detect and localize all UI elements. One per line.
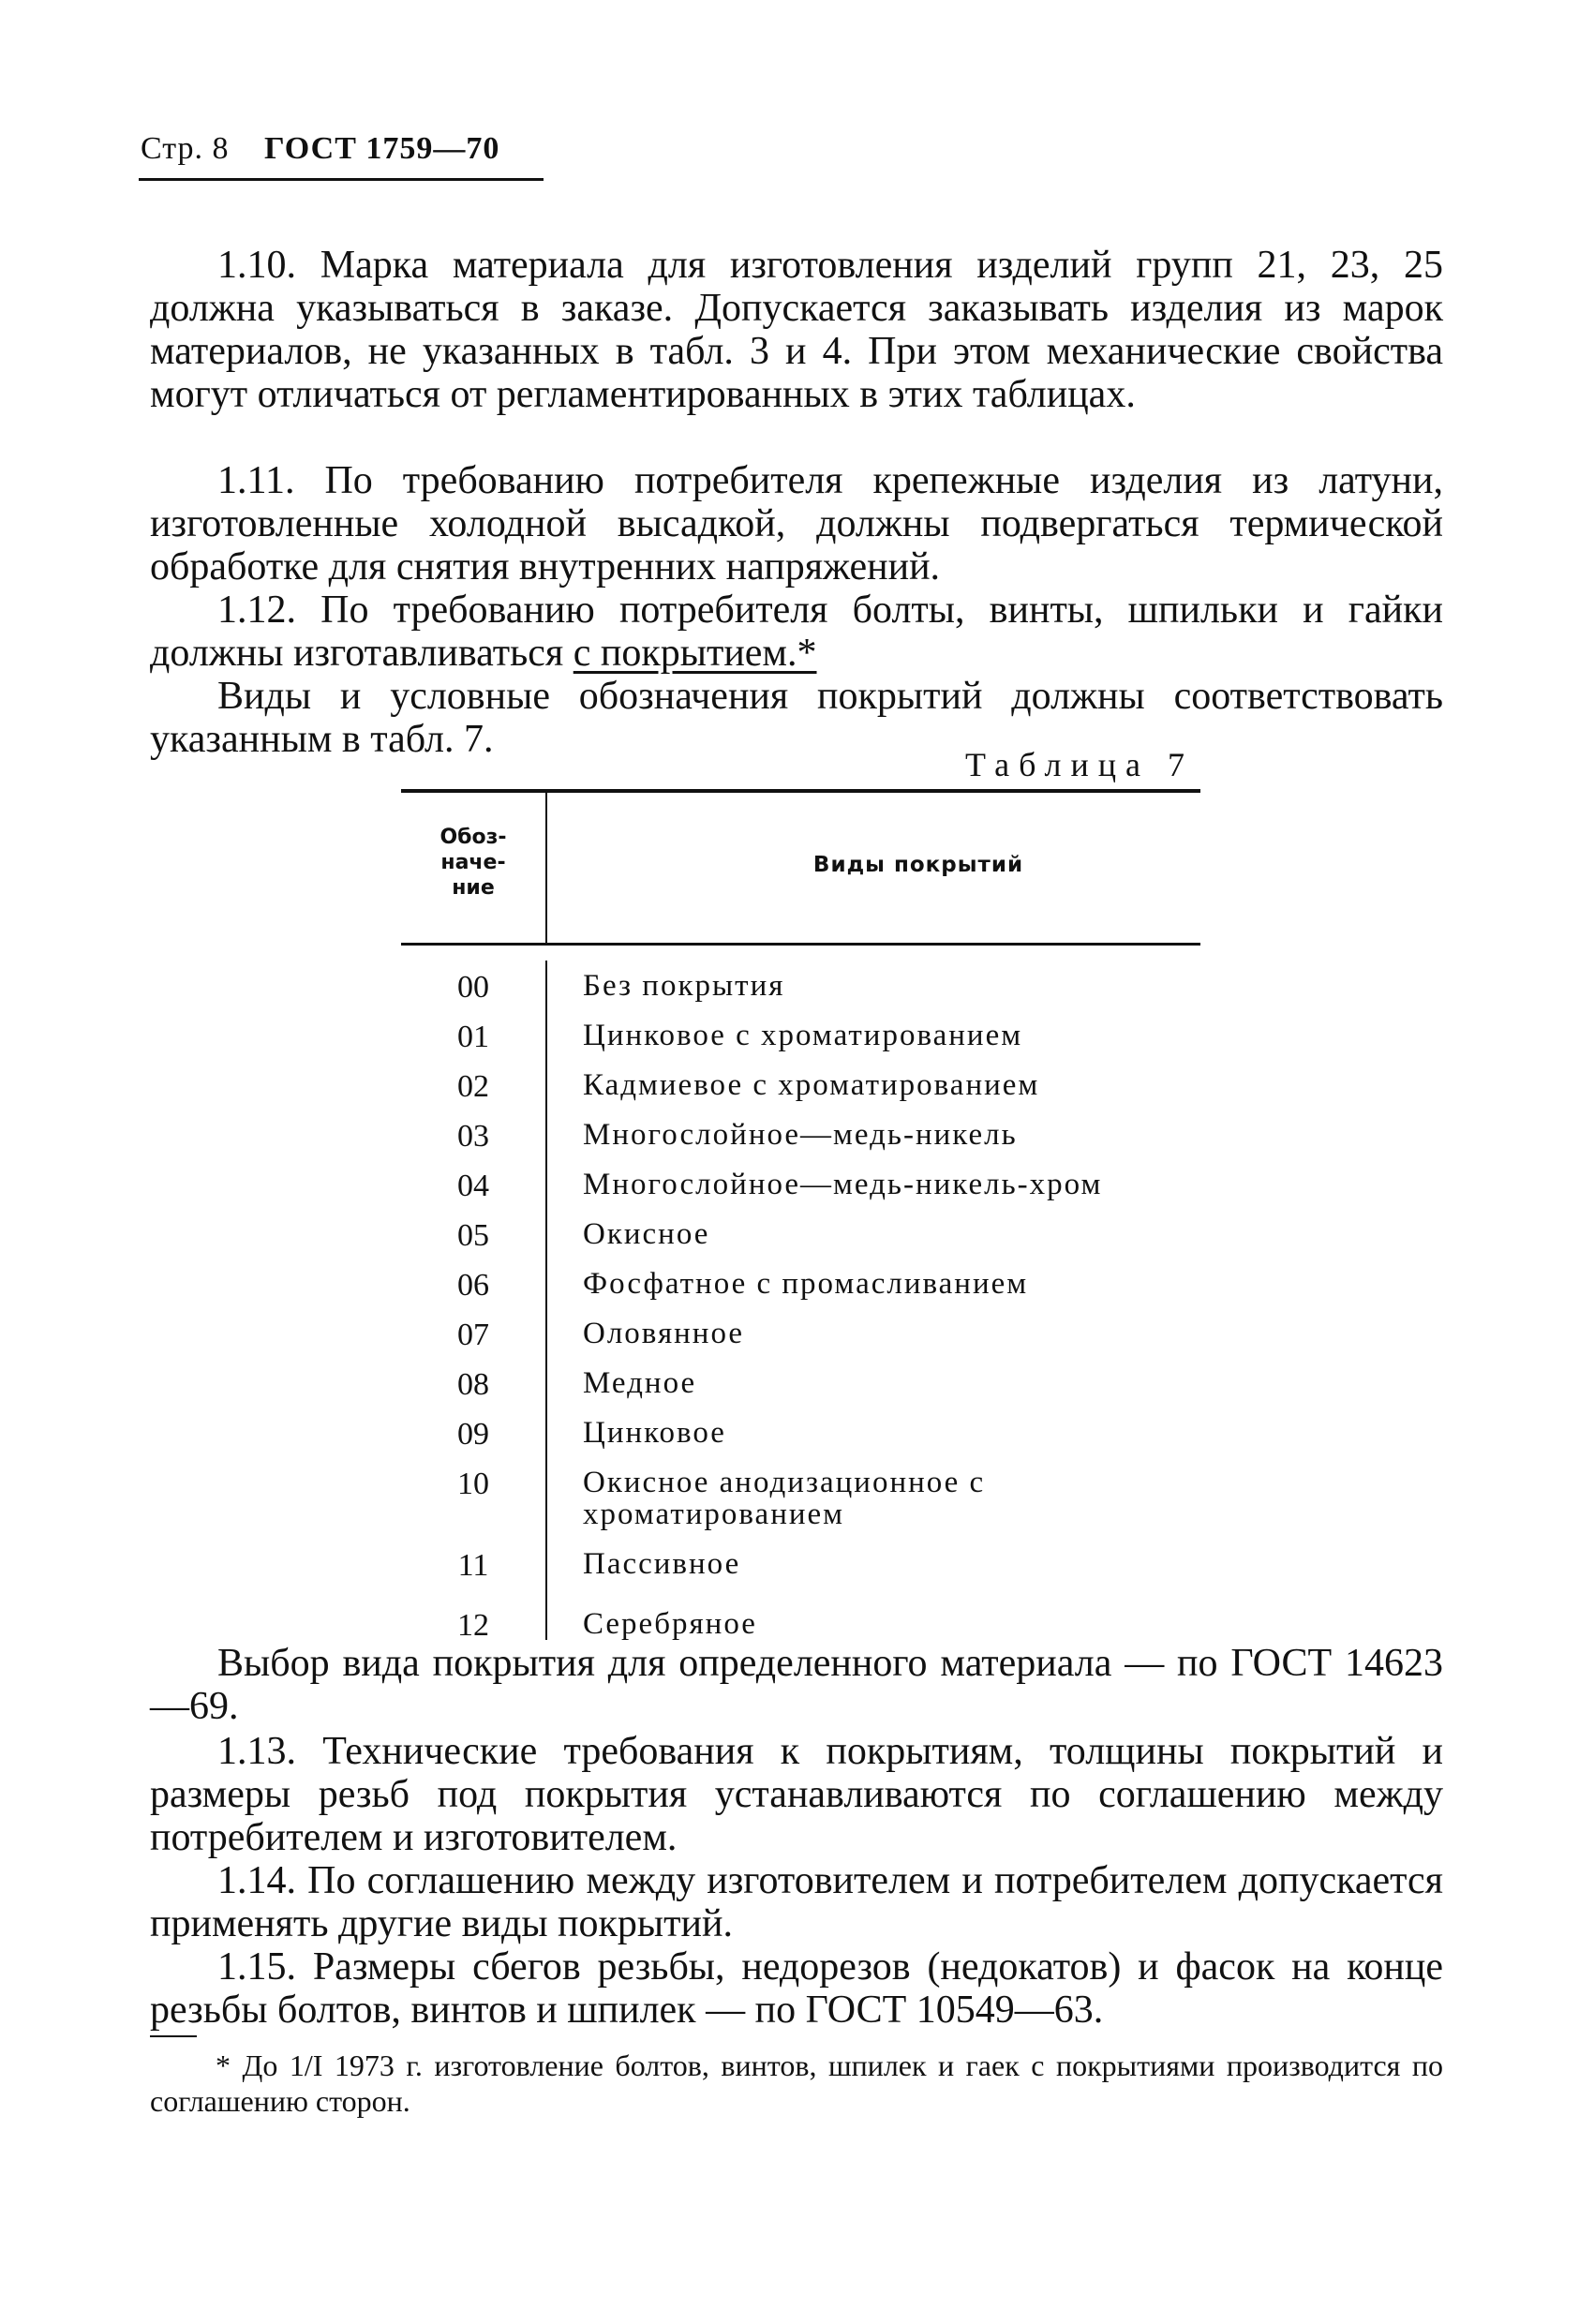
footnote: * До 1/I 1973 г. изготовление болтов, винтов, шпилек и гаек с покрытиями производится по соглашению сторон. — [150, 2048, 1443, 2118]
standard-title: ГОСТ 1759—70 — [264, 131, 500, 166]
paragraph-1-11: 1.11. По требованию потребителя крепежные изделия из латуни, изготовленные холодной высадкой, должны подвергаться термической обработке для снятия внутренних напряжений. — [150, 459, 1443, 588]
column-header-code: Обоз- наче- ние — [439, 826, 507, 900]
paragraph-types: Виды и условные обозначения покрытий должны соответствовать указанным в табл. 7. — [150, 675, 1443, 761]
page-number: Стр. 8 — [141, 131, 230, 166]
table-header-rule — [401, 943, 1200, 946]
coating-link-text: с покрытием.* — [573, 632, 817, 675]
table-caption: Таблица 7 — [965, 746, 1194, 783]
footnote-rule — [150, 2035, 197, 2037]
column-header-coating-types: Виды покрытий — [812, 853, 1024, 877]
table-top-rule — [401, 789, 1200, 793]
page-header — [141, 131, 499, 167]
paragraph-1-15: 1.15. Размеры сбегов резьбы, недорезов (недокатов) и фасок на конце резьбы болтов, винтов и шпилек — по ГОСТ 10549—63. — [150, 1945, 1443, 2032]
paragraph-1-10: 1.10. Марка материала для изготовления изделий групп 21, 23, 25 должна указываться в заказе. Допускается заказывать изделия из марок материалов, не указанных в табл. 3 и 4. При этом механические свойства могут отличаться от регламентированных в этих таблицах. — [150, 244, 1443, 416]
paragraph-choice: Выбор вида покрытия для определенного материала — по ГОСТ 14623—69. — [150, 1642, 1443, 1728]
paragraph-1-12: 1.12. По требованию потребителя болты, винты, шпильки и гайки должны изготавливаться с покрытием.* — [150, 588, 1443, 675]
paragraph-1-14: 1.14. По соглашению между изготовителем и потребителем допускается применять другие виды покрытий. — [150, 1859, 1443, 1945]
table-body-divider — [545, 961, 547, 1640]
header-rule — [139, 178, 544, 181]
paragraph-1-13: 1.13. Технические требования к покрытиям, толщины покрытий и размеры резьб под покрытия устанавливаются по соглашению между потребителем и изготовителем. — [150, 1730, 1443, 1859]
table-header-divider — [545, 793, 547, 943]
